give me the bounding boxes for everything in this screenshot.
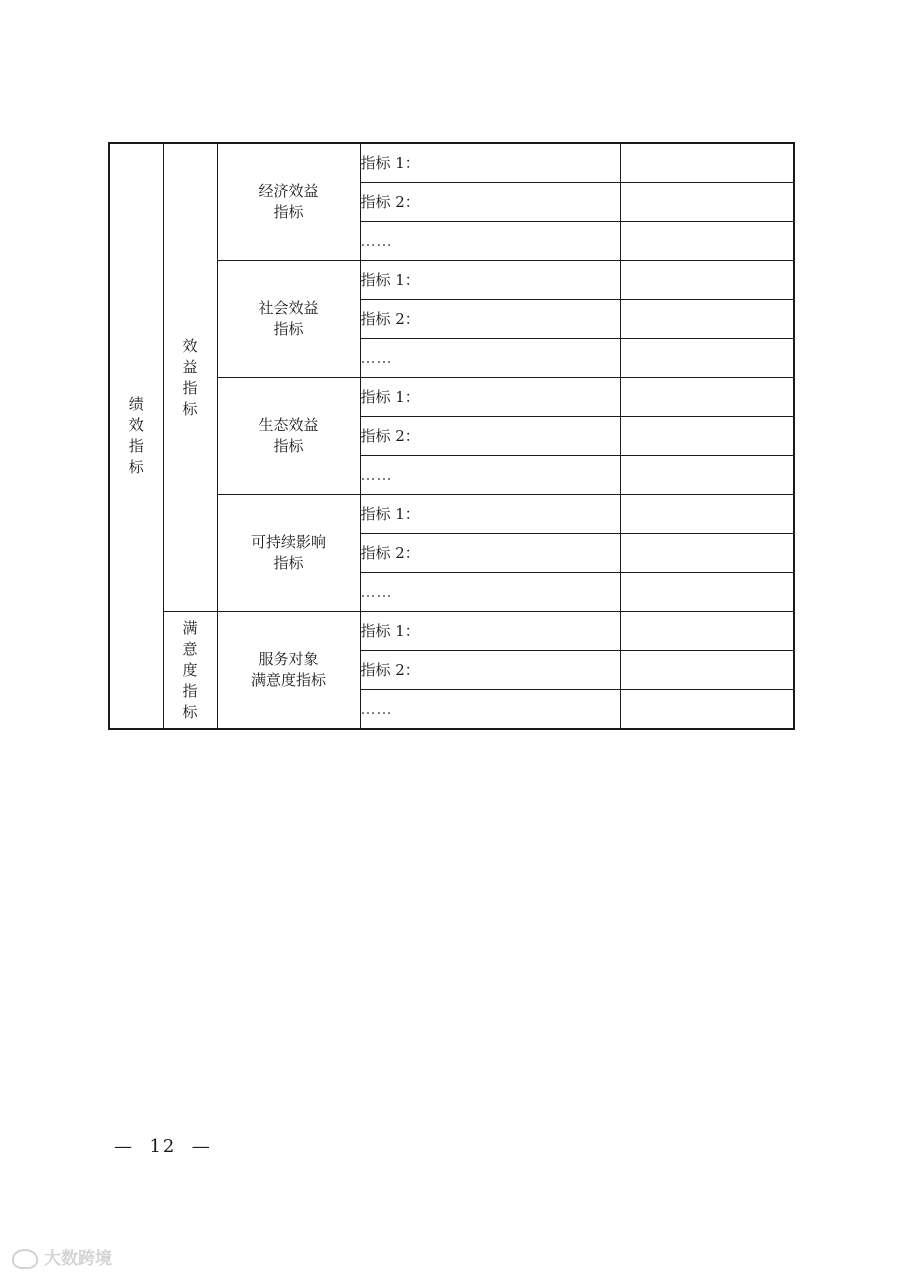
level3-label-line: 指标 — [273, 554, 304, 572]
level3-label-line: 指标 — [273, 437, 304, 455]
indicator-name-cell: 指标 2： — [360, 534, 620, 573]
level3-label-line: 可持续影响 — [250, 533, 326, 551]
indicator-value-cell — [620, 690, 794, 730]
level3-label-line: 生态效益 — [258, 416, 319, 434]
table-row — [109, 143, 794, 183]
indicator-value-cell — [620, 612, 794, 651]
level3-cell — [217, 378, 360, 495]
level3-cell — [217, 495, 360, 612]
performance-indicator-table — [108, 142, 795, 730]
indicator-name-cell: …… — [360, 690, 620, 730]
indicator-name-cell: 指标 1： — [360, 612, 620, 651]
level2-cell — [163, 143, 217, 612]
indicator-value-cell — [620, 300, 794, 339]
level3-cell — [217, 261, 360, 378]
indicator-name-cell: 指标 1： — [360, 378, 620, 417]
indicator-value-cell — [620, 143, 794, 183]
level2-label: 效益指标 — [182, 336, 198, 418]
level1-label: 绩效指标 — [128, 395, 144, 476]
watermark-logo-icon — [12, 1249, 38, 1269]
level3-cell — [217, 143, 360, 261]
indicator-value-cell — [620, 534, 794, 573]
indicator-name-cell: …… — [360, 456, 620, 495]
level3-label-line: 经济效益 — [258, 182, 319, 200]
indicator-value-cell — [620, 573, 794, 612]
indicator-name-cell: …… — [360, 573, 620, 612]
indicator-name-cell: 指标 2： — [360, 183, 620, 222]
indicator-value-cell — [620, 261, 794, 300]
indicator-name-cell: …… — [360, 222, 620, 261]
indicator-name-cell: 指标 2： — [360, 417, 620, 456]
indicator-name-cell: …… — [360, 339, 620, 378]
page-number: — 12 — — [114, 1136, 212, 1157]
table-row — [109, 612, 794, 651]
indicator-value-cell — [620, 378, 794, 417]
indicator-name-cell: 指标 1： — [360, 495, 620, 534]
level3-label-line: 指标 — [273, 320, 304, 338]
indicator-value-cell — [620, 495, 794, 534]
level3-label-line: 指标 — [273, 203, 304, 221]
indicator-value-cell — [620, 417, 794, 456]
level3-cell — [217, 612, 360, 730]
indicator-value-cell — [620, 339, 794, 378]
level3-label-line: 服务对象 — [258, 650, 319, 668]
watermark — [12, 1244, 112, 1269]
indicator-name-cell: 指标 2： — [360, 300, 620, 339]
indicator-name-cell: 指标 1： — [360, 143, 620, 183]
level2-cell — [163, 612, 217, 730]
level2-label: 满意度指标 — [182, 618, 198, 721]
indicator-name-cell: 指标 1： — [360, 261, 620, 300]
indicator-value-cell — [620, 183, 794, 222]
indicator-value-cell — [620, 456, 794, 495]
indicator-value-cell — [620, 651, 794, 690]
level1-cell — [109, 143, 163, 729]
indicator-value-cell — [620, 222, 794, 261]
level3-label-line: 满意度指标 — [250, 671, 326, 689]
watermark-text: 大数跨境 — [44, 1249, 112, 1269]
indicator-name-cell: 指标 2： — [360, 651, 620, 690]
level3-label-line: 社会效益 — [258, 299, 319, 317]
